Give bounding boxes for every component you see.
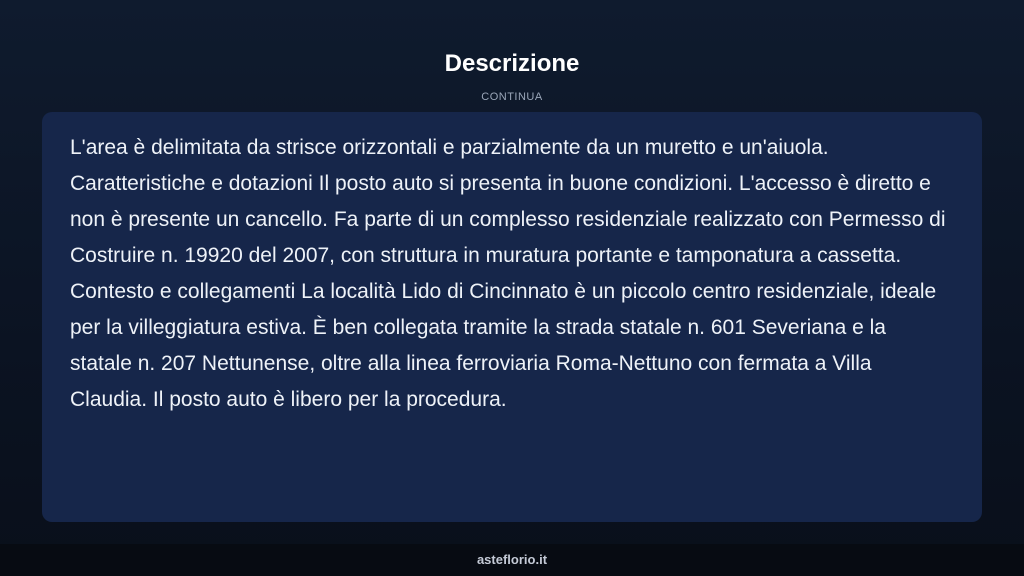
description-card (42, 112, 982, 522)
header (0, 48, 1024, 104)
page-title: Descrizione (444, 50, 580, 77)
site-name: asteflorio.it (476, 552, 548, 567)
description-text: L'area è delimitata da strisce orizzontali e parzialmente da un muretto e un'aiuola. Caratteristiche e dotazioni Il posto auto si presenta in buone condizioni. L'accesso è diretto e non è presente un cancello. Fa parte di un complesso residenziale realizzato con Permesso di Costruire n. 19920 del 2007, con struttura in muratura portante e tamponatura a cassetta. Contesto e collegamenti La località Lido di Cincinnato è un piccolo centro residenziale, ideale per la villeggiatura estiva. È ben collegata tramite la strada statale n. 601 Severiana e la statale n. 207 Nettunense, oltre alla linea ferroviaria Roma-Nettuno con fermata a Villa Claudia. Il posto auto è libero per la procedura. (70, 136, 946, 411)
footer-bar (0, 544, 1024, 576)
continue-link[interactable]: CONTINUA (481, 91, 543, 103)
